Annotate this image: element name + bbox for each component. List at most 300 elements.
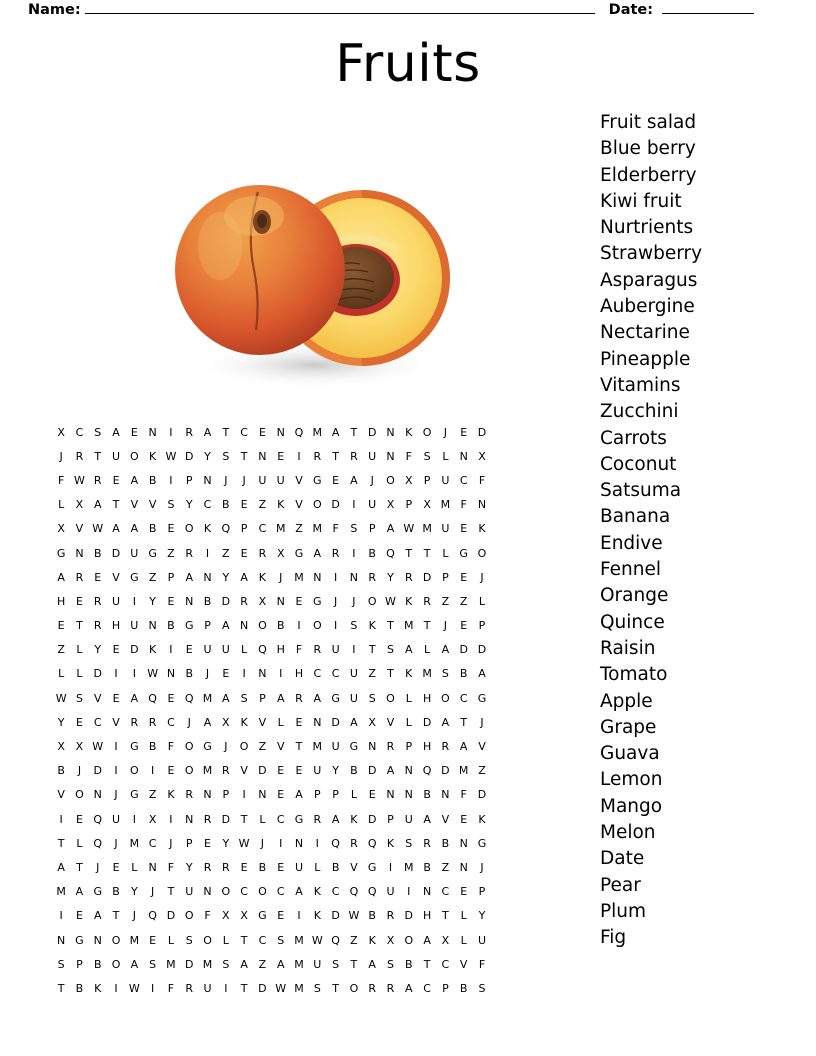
grid-cell[interactable]: L [241,643,248,657]
grid-cell[interactable]: J [242,473,246,487]
grid-cell[interactable]: O [239,740,249,754]
grid-cell[interactable]: A [423,812,431,826]
grid-cell[interactable]: F [167,740,175,754]
grid-cell[interactable]: P [405,498,413,512]
grid-cell[interactable]: T [94,449,102,463]
grid-cell[interactable]: M [312,425,323,439]
grid-cell[interactable]: O [477,546,487,560]
grid-cell[interactable]: I [333,570,338,584]
grid-cell[interactable]: S [350,522,358,536]
grid-cell[interactable]: G [477,691,487,705]
grid-cell[interactable]: M [294,957,304,971]
grid-cell[interactable]: A [130,691,139,705]
grid-cell[interactable]: N [459,860,468,874]
grid-cell[interactable]: K [478,812,486,826]
grid-cell[interactable]: D [130,643,139,657]
grid-cell[interactable]: O [184,909,194,923]
grid-cell[interactable]: S [387,643,394,657]
grid-cell[interactable]: M [202,691,213,705]
grid-cell[interactable]: E [167,691,175,705]
grid-cell[interactable]: U [221,643,230,657]
grid-cell[interactable]: I [352,498,356,512]
grid-cell[interactable]: B [258,860,267,874]
grid-cell[interactable]: M [294,933,304,947]
grid-cell[interactable]: U [130,619,139,633]
grid-cell[interactable]: E [112,691,120,705]
grid-cell[interactable]: D [367,425,377,439]
grid-cell[interactable]: W [238,836,250,850]
grid-cell[interactable]: A [203,425,212,439]
grid-cell[interactable]: F [460,788,467,802]
grid-cell[interactable]: O [184,740,194,754]
grid-cell[interactable]: N [313,570,322,584]
grid-cell[interactable]: E [240,860,248,874]
grid-cell[interactable]: V [459,957,468,971]
grid-cell[interactable]: C [75,425,84,439]
grid-cell[interactable]: O [111,933,121,947]
grid-cell[interactable]: K [167,788,175,802]
grid-cell[interactable]: J [151,885,155,899]
grid-cell[interactable]: P [442,570,449,584]
grid-cell[interactable]: U [368,498,377,512]
grid-cell[interactable]: X [57,425,65,439]
grid-cell[interactable]: E [460,812,468,826]
grid-cell[interactable]: J [187,715,191,729]
grid-cell[interactable]: D [331,909,340,923]
grid-cell[interactable]: G [203,740,212,754]
grid-cell[interactable]: T [240,981,248,995]
grid-cell[interactable]: G [148,546,157,560]
grid-cell[interactable]: X [441,933,450,947]
grid-cell[interactable]: N [185,594,194,608]
grid-cell[interactable]: Q [422,764,432,778]
grid-cell[interactable]: O [441,691,450,705]
grid-cell[interactable]: E [240,498,248,512]
grid-cell[interactable]: I [114,764,118,778]
grid-cell[interactable]: T [240,933,248,947]
grid-cell[interactable]: E [277,860,285,874]
grid-cell[interactable]: P [240,522,248,536]
grid-cell[interactable]: U [349,667,358,681]
grid-cell[interactable]: U [112,812,121,826]
grid-cell[interactable]: A [222,691,230,705]
grid-cell[interactable]: A [350,715,358,729]
grid-cell[interactable]: W [147,667,159,681]
grid-cell[interactable]: E [167,522,175,536]
grid-cell[interactable]: I [352,546,356,560]
grid-cell[interactable]: S [423,449,431,463]
grid-cell[interactable]: W [92,522,104,536]
grid-cell[interactable]: Q [221,522,231,536]
grid-cell[interactable]: Q [386,546,395,560]
grid-cell[interactable]: A [130,473,139,487]
grid-cell[interactable]: B [423,860,431,874]
grid-cell[interactable]: Q [331,836,340,850]
grid-cell[interactable]: R [75,570,84,584]
grid-cell[interactable]: B [203,594,212,608]
grid-cell[interactable]: T [405,546,413,560]
grid-cell[interactable]: C [423,981,431,995]
grid-cell[interactable]: K [149,449,157,463]
grid-cell[interactable]: C [459,691,468,705]
grid-cell[interactable]: J [443,619,447,633]
grid-cell[interactable]: I [132,812,136,826]
grid-cell[interactable]: N [386,425,395,439]
grid-cell[interactable]: B [148,473,157,487]
grid-cell[interactable]: V [478,740,486,754]
grid-cell[interactable]: A [313,546,322,560]
grid-cell[interactable]: D [477,425,487,439]
grid-cell[interactable]: S [57,957,65,971]
grid-cell[interactable]: R [203,860,212,874]
grid-cell[interactable]: Z [478,764,486,778]
grid-cell[interactable]: M [422,667,432,681]
grid-cell[interactable]: I [59,812,63,826]
grid-cell[interactable]: D [477,788,487,802]
grid-cell[interactable]: R [350,836,358,850]
grid-cell[interactable]: O [221,885,231,899]
grid-cell[interactable]: N [258,788,267,802]
grid-cell[interactable]: X [75,498,84,512]
grid-cell[interactable]: E [295,715,303,729]
grid-cell[interactable]: B [167,619,175,633]
grid-cell[interactable]: W [403,522,415,536]
grid-cell[interactable]: N [313,715,322,729]
grid-cell[interactable]: A [295,788,303,802]
grid-cell[interactable]: A [295,885,303,899]
grid-cell[interactable]: N [203,473,212,487]
grid-cell[interactable]: G [367,860,377,874]
grid-cell[interactable]: A [313,691,322,705]
grid-cell[interactable]: F [478,473,486,487]
grid-cell[interactable]: X [386,498,395,512]
grid-cell[interactable]: X [222,909,230,923]
grid-cell[interactable]: V [93,691,102,705]
grid-cell[interactable]: L [350,788,357,802]
grid-cell[interactable]: I [114,740,118,754]
grid-cell[interactable]: T [460,715,468,729]
grid-cell[interactable]: F [295,643,303,657]
grid-cell[interactable]: N [240,619,249,633]
grid-cell[interactable]: E [167,764,175,778]
grid-cell[interactable]: U [331,740,340,754]
grid-cell[interactable]: S [350,619,358,633]
grid-cell[interactable]: J [224,473,228,487]
grid-cell[interactable]: R [185,788,194,802]
grid-cell[interactable]: N [93,933,102,947]
grid-cell[interactable]: J [114,788,118,802]
grid-cell[interactable]: R [368,570,377,584]
grid-cell[interactable]: G [258,909,267,923]
grid-cell[interactable]: G [459,546,468,560]
grid-cell[interactable]: B [57,764,65,778]
grid-cell[interactable]: G [130,788,139,802]
grid-cell[interactable]: I [352,643,356,657]
grid-cell[interactable]: V [441,812,450,826]
grid-cell[interactable]: N [148,619,157,633]
grid-cell[interactable]: P [76,957,83,971]
grid-cell[interactable]: V [112,570,120,584]
grid-cell[interactable]: C [276,885,285,899]
grid-cell[interactable]: T [76,619,83,633]
grid-cell[interactable]: T [57,981,65,995]
grid-cell[interactable]: H [57,594,66,608]
grid-cell[interactable]: N [477,498,487,512]
grid-cell[interactable]: W [385,594,396,608]
grid-cell[interactable]: Q [367,885,377,899]
grid-cell[interactable]: G [313,594,322,608]
grid-cell[interactable]: T [295,740,303,754]
grid-cell[interactable]: G [294,812,304,826]
grid-cell[interactable]: V [75,522,84,536]
grid-cell[interactable]: Q [148,691,157,705]
grid-cell[interactable]: E [112,473,120,487]
grid-cell[interactable]: M [404,619,414,633]
grid-cell[interactable]: I [169,812,173,826]
grid-cell[interactable]: Q [258,643,267,657]
grid-cell[interactable]: T [167,885,175,899]
grid-cell[interactable]: N [203,570,212,584]
grid-cell[interactable]: B [459,667,468,681]
grid-cell[interactable]: A [57,860,65,874]
grid-cell[interactable]: A [405,981,413,995]
grid-cell[interactable]: W [275,981,287,995]
grid-cell[interactable]: N [404,764,413,778]
grid-cell[interactable]: T [76,860,83,874]
grid-cell[interactable]: L [405,691,412,705]
grid-cell[interactable]: E [368,788,376,802]
grid-cell[interactable]: Q [367,836,377,850]
grid-cell[interactable]: E [460,619,468,633]
grid-cell[interactable]: E [460,570,468,584]
grid-cell[interactable]: I [333,619,338,633]
grid-cell[interactable]: C [203,498,212,512]
grid-cell[interactable]: A [386,764,395,778]
grid-cell[interactable]: N [404,788,413,802]
grid-cell[interactable]: K [313,885,321,899]
grid-cell[interactable]: X [240,909,248,923]
grid-cell[interactable]: R [313,449,322,463]
grid-cell[interactable]: T [368,643,376,657]
grid-cell[interactable]: I [224,981,228,995]
grid-cell[interactable]: N [441,788,450,802]
grid-cell[interactable]: Y [185,498,193,512]
grid-cell[interactable]: I [297,619,301,633]
grid-cell[interactable]: N [148,860,157,874]
grid-cell[interactable]: S [94,425,102,439]
grid-cell[interactable]: M [275,522,286,536]
grid-cell[interactable]: I [114,667,118,681]
grid-cell[interactable]: C [93,715,102,729]
grid-cell[interactable]: N [75,546,84,560]
grid-cell[interactable]: F [405,449,412,463]
grid-cell[interactable]: C [459,473,468,487]
grid-cell[interactable]: D [93,764,102,778]
grid-cell[interactable]: M [294,981,304,995]
grid-cell[interactable]: I [169,643,173,657]
grid-cell[interactable]: I [315,836,319,850]
grid-cell[interactable]: K [478,522,486,536]
grid-cell[interactable]: Q [93,812,103,826]
grid-cell[interactable]: I [132,667,136,681]
grid-cell[interactable]: S [185,933,193,947]
grid-cell[interactable]: G [130,740,139,754]
grid-cell[interactable]: K [386,836,395,850]
grid-cell[interactable]: E [94,570,102,584]
grid-cell[interactable]: A [93,498,102,512]
grid-cell[interactable]: N [57,933,66,947]
grid-cell[interactable]: S [368,691,376,705]
grid-cell[interactable]: G [331,691,340,705]
grid-cell[interactable]: I [242,667,246,681]
grid-cell[interactable]: E [295,594,303,608]
grid-cell[interactable]: A [368,957,376,971]
grid-cell[interactable]: N [386,788,395,802]
grid-cell[interactable]: A [112,425,120,439]
grid-cell[interactable]: O [422,425,432,439]
grid-cell[interactable]: Y [94,643,102,657]
grid-cell[interactable]: B [276,619,285,633]
grid-cell[interactable]: S [277,933,285,947]
grid-cell[interactable]: K [368,933,376,947]
grid-cell[interactable]: N [185,812,194,826]
grid-cell[interactable]: L [405,715,412,729]
grid-cell[interactable]: I [242,788,246,802]
grid-cell[interactable]: E [75,812,83,826]
grid-cell[interactable]: S [478,981,486,995]
grid-cell[interactable]: I [169,425,173,439]
grid-cell[interactable]: B [331,860,340,874]
grid-cell[interactable]: J [59,449,63,463]
grid-cell[interactable]: V [130,498,139,512]
grid-cell[interactable]: P [387,812,394,826]
grid-cell[interactable]: B [350,764,358,778]
grid-cell[interactable]: P [405,740,413,754]
grid-cell[interactable]: U [368,449,377,463]
grid-cell[interactable]: C [240,885,248,899]
grid-cell[interactable]: M [129,933,140,947]
grid-cell[interactable]: E [75,715,83,729]
grid-cell[interactable]: X [368,715,376,729]
grid-cell[interactable]: R [295,691,303,705]
grid-cell[interactable]: A [112,522,120,536]
grid-cell[interactable]: B [222,498,230,512]
grid-cell[interactable]: R [313,643,322,657]
grid-cell[interactable]: B [368,546,376,560]
grid-cell[interactable]: M [56,885,66,899]
grid-cell[interactable]: X [478,449,486,463]
grid-cell[interactable]: B [148,522,157,536]
grid-cell[interactable]: W [74,473,85,487]
grid-cell[interactable]: H [422,691,432,705]
grid-cell[interactable]: D [477,643,487,657]
grid-cell[interactable]: U [404,812,413,826]
grid-cell[interactable]: L [167,933,174,947]
grid-cell[interactable]: X [405,473,413,487]
grid-cell[interactable]: Z [57,643,65,657]
grid-cell[interactable]: A [423,933,431,947]
grid-cell[interactable]: C [441,885,450,899]
grid-cell[interactable]: T [423,619,431,633]
grid-cell[interactable]: S [313,981,321,995]
grid-cell[interactable]: R [185,546,194,560]
grid-cell[interactable]: X [386,933,395,947]
grid-cell[interactable]: I [114,981,118,995]
grid-cell[interactable]: A [240,957,248,971]
grid-cell[interactable]: F [478,957,486,971]
grid-cell[interactable]: L [76,643,83,657]
grid-cell[interactable]: O [184,764,194,778]
grid-cell[interactable]: X [75,740,84,754]
grid-cell[interactable]: I [297,449,301,463]
grid-cell[interactable]: Z [258,957,267,971]
grid-cell[interactable]: N [93,788,102,802]
grid-cell[interactable]: A [75,885,84,899]
grid-cell[interactable]: H [422,740,432,754]
grid-cell[interactable]: P [332,788,339,802]
grid-cell[interactable]: I [169,473,173,487]
grid-cell[interactable]: Y [149,594,156,608]
grid-cell[interactable]: J [443,425,447,439]
grid-cell[interactable]: I [132,594,136,608]
grid-cell[interactable]: I [297,909,301,923]
grid-cell[interactable]: R [386,981,395,995]
grid-cell[interactable]: T [222,425,230,439]
grid-cell[interactable]: L [277,715,284,729]
grid-cell[interactable]: C [331,885,340,899]
grid-cell[interactable]: I [388,860,393,874]
grid-cell[interactable]: R [258,546,267,560]
grid-cell[interactable]: R [130,715,139,729]
grid-cell[interactable]: Y [130,885,138,899]
grid-cell[interactable]: W [92,740,104,754]
grid-cell[interactable]: D [441,764,450,778]
grid-cell[interactable]: R [350,449,358,463]
grid-cell[interactable]: E [130,425,138,439]
grid-cell[interactable]: F [57,473,65,487]
grid-cell[interactable]: R [423,594,431,608]
grid-cell[interactable]: J [333,594,338,608]
grid-cell[interactable]: L [58,667,65,681]
grid-cell[interactable]: A [57,570,65,584]
grid-cell[interactable]: D [184,449,194,463]
grid-cell[interactable]: R [404,570,413,584]
grid-cell[interactable]: I [59,909,63,923]
grid-cell[interactable]: Q [294,425,304,439]
grid-cell[interactable]: D [221,812,231,826]
grid-cell[interactable]: Z [350,933,358,947]
grid-cell[interactable]: U [294,860,304,874]
grid-cell[interactable]: J [205,667,210,681]
grid-cell[interactable]: R [441,740,450,754]
grid-cell[interactable]: O [184,522,194,536]
grid-cell[interactable]: T [332,981,339,995]
grid-cell[interactable]: R [93,619,102,633]
grid-cell[interactable]: N [459,449,468,463]
grid-cell[interactable]: U [112,594,121,608]
grid-cell[interactable]: G [477,836,487,850]
grid-cell[interactable]: P [259,691,266,705]
grid-cell[interactable]: A [350,473,358,487]
grid-cell[interactable]: H [111,619,121,633]
grid-cell[interactable]: U [112,449,121,463]
grid-cell[interactable]: B [459,981,468,995]
grid-cell[interactable]: A [222,619,230,633]
grid-cell[interactable]: X [148,812,157,826]
grid-cell[interactable]: G [130,570,139,584]
grid-cell[interactable]: O [386,473,395,487]
grid-cell[interactable]: R [185,425,194,439]
